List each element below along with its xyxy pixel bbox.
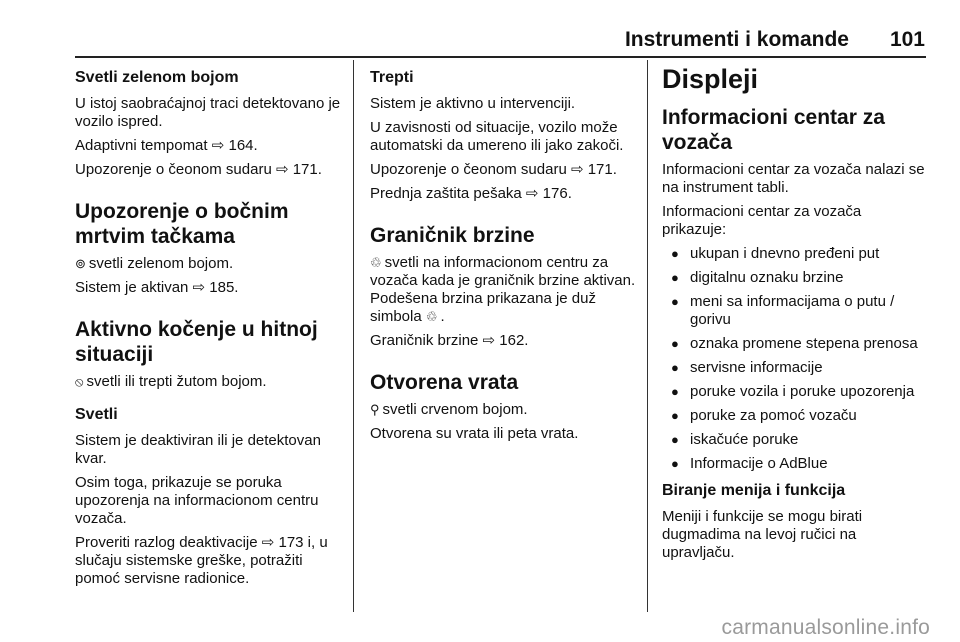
heading-displeji: Displeji	[662, 64, 759, 94]
list-item: ● meni sa informacijama o putu / gorivu	[662, 293, 928, 329]
paragraph: Informacioni centar za vozača nalazi se na instrument tabli.	[662, 161, 925, 196]
page-header	[75, 28, 925, 54]
paragraph: Otvorena su vrata ili peta vrata.	[370, 425, 579, 442]
heading-svetli: Svetli	[75, 406, 118, 423]
heading-otvorena-vrata: Otvorena vrata	[370, 371, 519, 394]
page-title: Instrumenti i komande	[624, 28, 849, 51]
list-item: ● servisne informacije	[662, 359, 928, 377]
column-3	[662, 62, 928, 568]
list-item: ● ukupan i dnevno pređeni put	[662, 245, 928, 263]
list-item: ● Informacije o AdBlue	[662, 455, 928, 473]
speed-limiter-icon: ♲	[425, 309, 438, 324]
cross-reference: Upozorenje o čeonom sudaru ⇨ 171.	[75, 161, 322, 178]
paragraph: U istoj saobraćajnoj traci detektovano je vozilo ispred.	[75, 95, 341, 130]
heading-informacioni-centar: Informacioni centar za vozača	[662, 106, 885, 154]
watermark: carmanualsonline.info	[721, 616, 930, 639]
paragraph: Meniji i funkcije se mogu birati dugmadima na levoj ručici na upravljaču.	[662, 508, 863, 561]
heading-svetli-zelenom: Svetli zelenom bojom	[75, 69, 239, 86]
blind-spot-icon: ⊚	[75, 256, 86, 271]
column-divider-1	[353, 60, 354, 612]
paragraph-text: svetli crvenom bojom.	[382, 401, 528, 418]
emergency-braking-icon: ⦸	[75, 374, 84, 389]
paragraph-text: svetli ili trepti žutom bojom.	[86, 373, 267, 390]
cross-reference: Upozorenje o čeonom sudaru ⇨ 171.	[370, 161, 617, 178]
paragraph: Sistem je aktivno u intervenciji.	[370, 95, 576, 112]
list-item: ● oznaka promene stepena prenosa	[662, 335, 928, 353]
paragraph: Sistem je deaktiviran ili je detektovan kvar.	[75, 432, 321, 467]
speed-limiter-icon: ♲	[370, 255, 382, 270]
list-item: ● poruke vozila i poruke upozorenja	[662, 383, 928, 401]
column-divider-2	[647, 60, 648, 612]
heading-biranje-menija: Biranje menija i funkcija	[662, 482, 846, 499]
heading-granicnik-brzine: Graničnik brzine	[370, 224, 535, 247]
page-number: 101	[889, 28, 925, 51]
cross-reference: Prednja zaštita pešaka ⇨ 176.	[370, 185, 572, 202]
list-item: ● iskačuće poruke	[662, 431, 928, 449]
paragraph: Informacioni centar za vozača prikazuje:	[662, 203, 862, 238]
paragraph	[75, 373, 345, 391]
header-rule	[75, 56, 926, 58]
column-2	[370, 62, 638, 449]
heading-aktivno-kocenje: Aktivno kočenje u hitnoj situaciji	[75, 318, 318, 366]
cross-reference: Graničnik brzine ⇨ 162.	[370, 332, 529, 349]
paragraph: Osim toga, prikazuje se poruka upozorenja na informacionom centru vozača.	[75, 474, 319, 527]
paragraph-text: svetli zelenom bojom.	[88, 255, 234, 272]
cross-reference: Adaptivni tempomat ⇨ 164.	[75, 137, 258, 154]
column-1	[75, 62, 345, 594]
paragraph: Proveriti razlog deaktivacije ⇨ 173 i, u slučaju sistemske greške, potražiti pomoć servisne radionice.	[75, 534, 328, 587]
paragraph-text: svetli na informacionom centru za vozača kada je graničnik brzine aktivan. Podešena brzina prikazana je duž simbola	[370, 254, 636, 325]
paragraph	[370, 401, 638, 419]
heading-bocnim-mrtvim: Upozorenje o bočnim mrtvim tačkama	[75, 200, 289, 248]
paragraph: U zavisnosti od situacije, vozilo može automatski da umereno ili jako zakoči.	[370, 119, 624, 154]
heading-trepti: Trepti	[370, 69, 414, 86]
paragraph	[75, 255, 345, 273]
list-item: ● digitalnu oznaku brzine	[662, 269, 928, 287]
paragraph: ♲ svetli na informacionom centru za vozača kada je graničnik brzine aktivan. Podešena brzina prikazana je duž simbola ♲ .	[370, 254, 636, 325]
cross-reference: Sistem je aktivan ⇨ 185.	[75, 279, 239, 296]
bullet-list	[662, 245, 928, 473]
door-open-icon: ⚲	[370, 402, 380, 417]
list-item: ● poruke za pomoć vozaču	[662, 407, 928, 425]
